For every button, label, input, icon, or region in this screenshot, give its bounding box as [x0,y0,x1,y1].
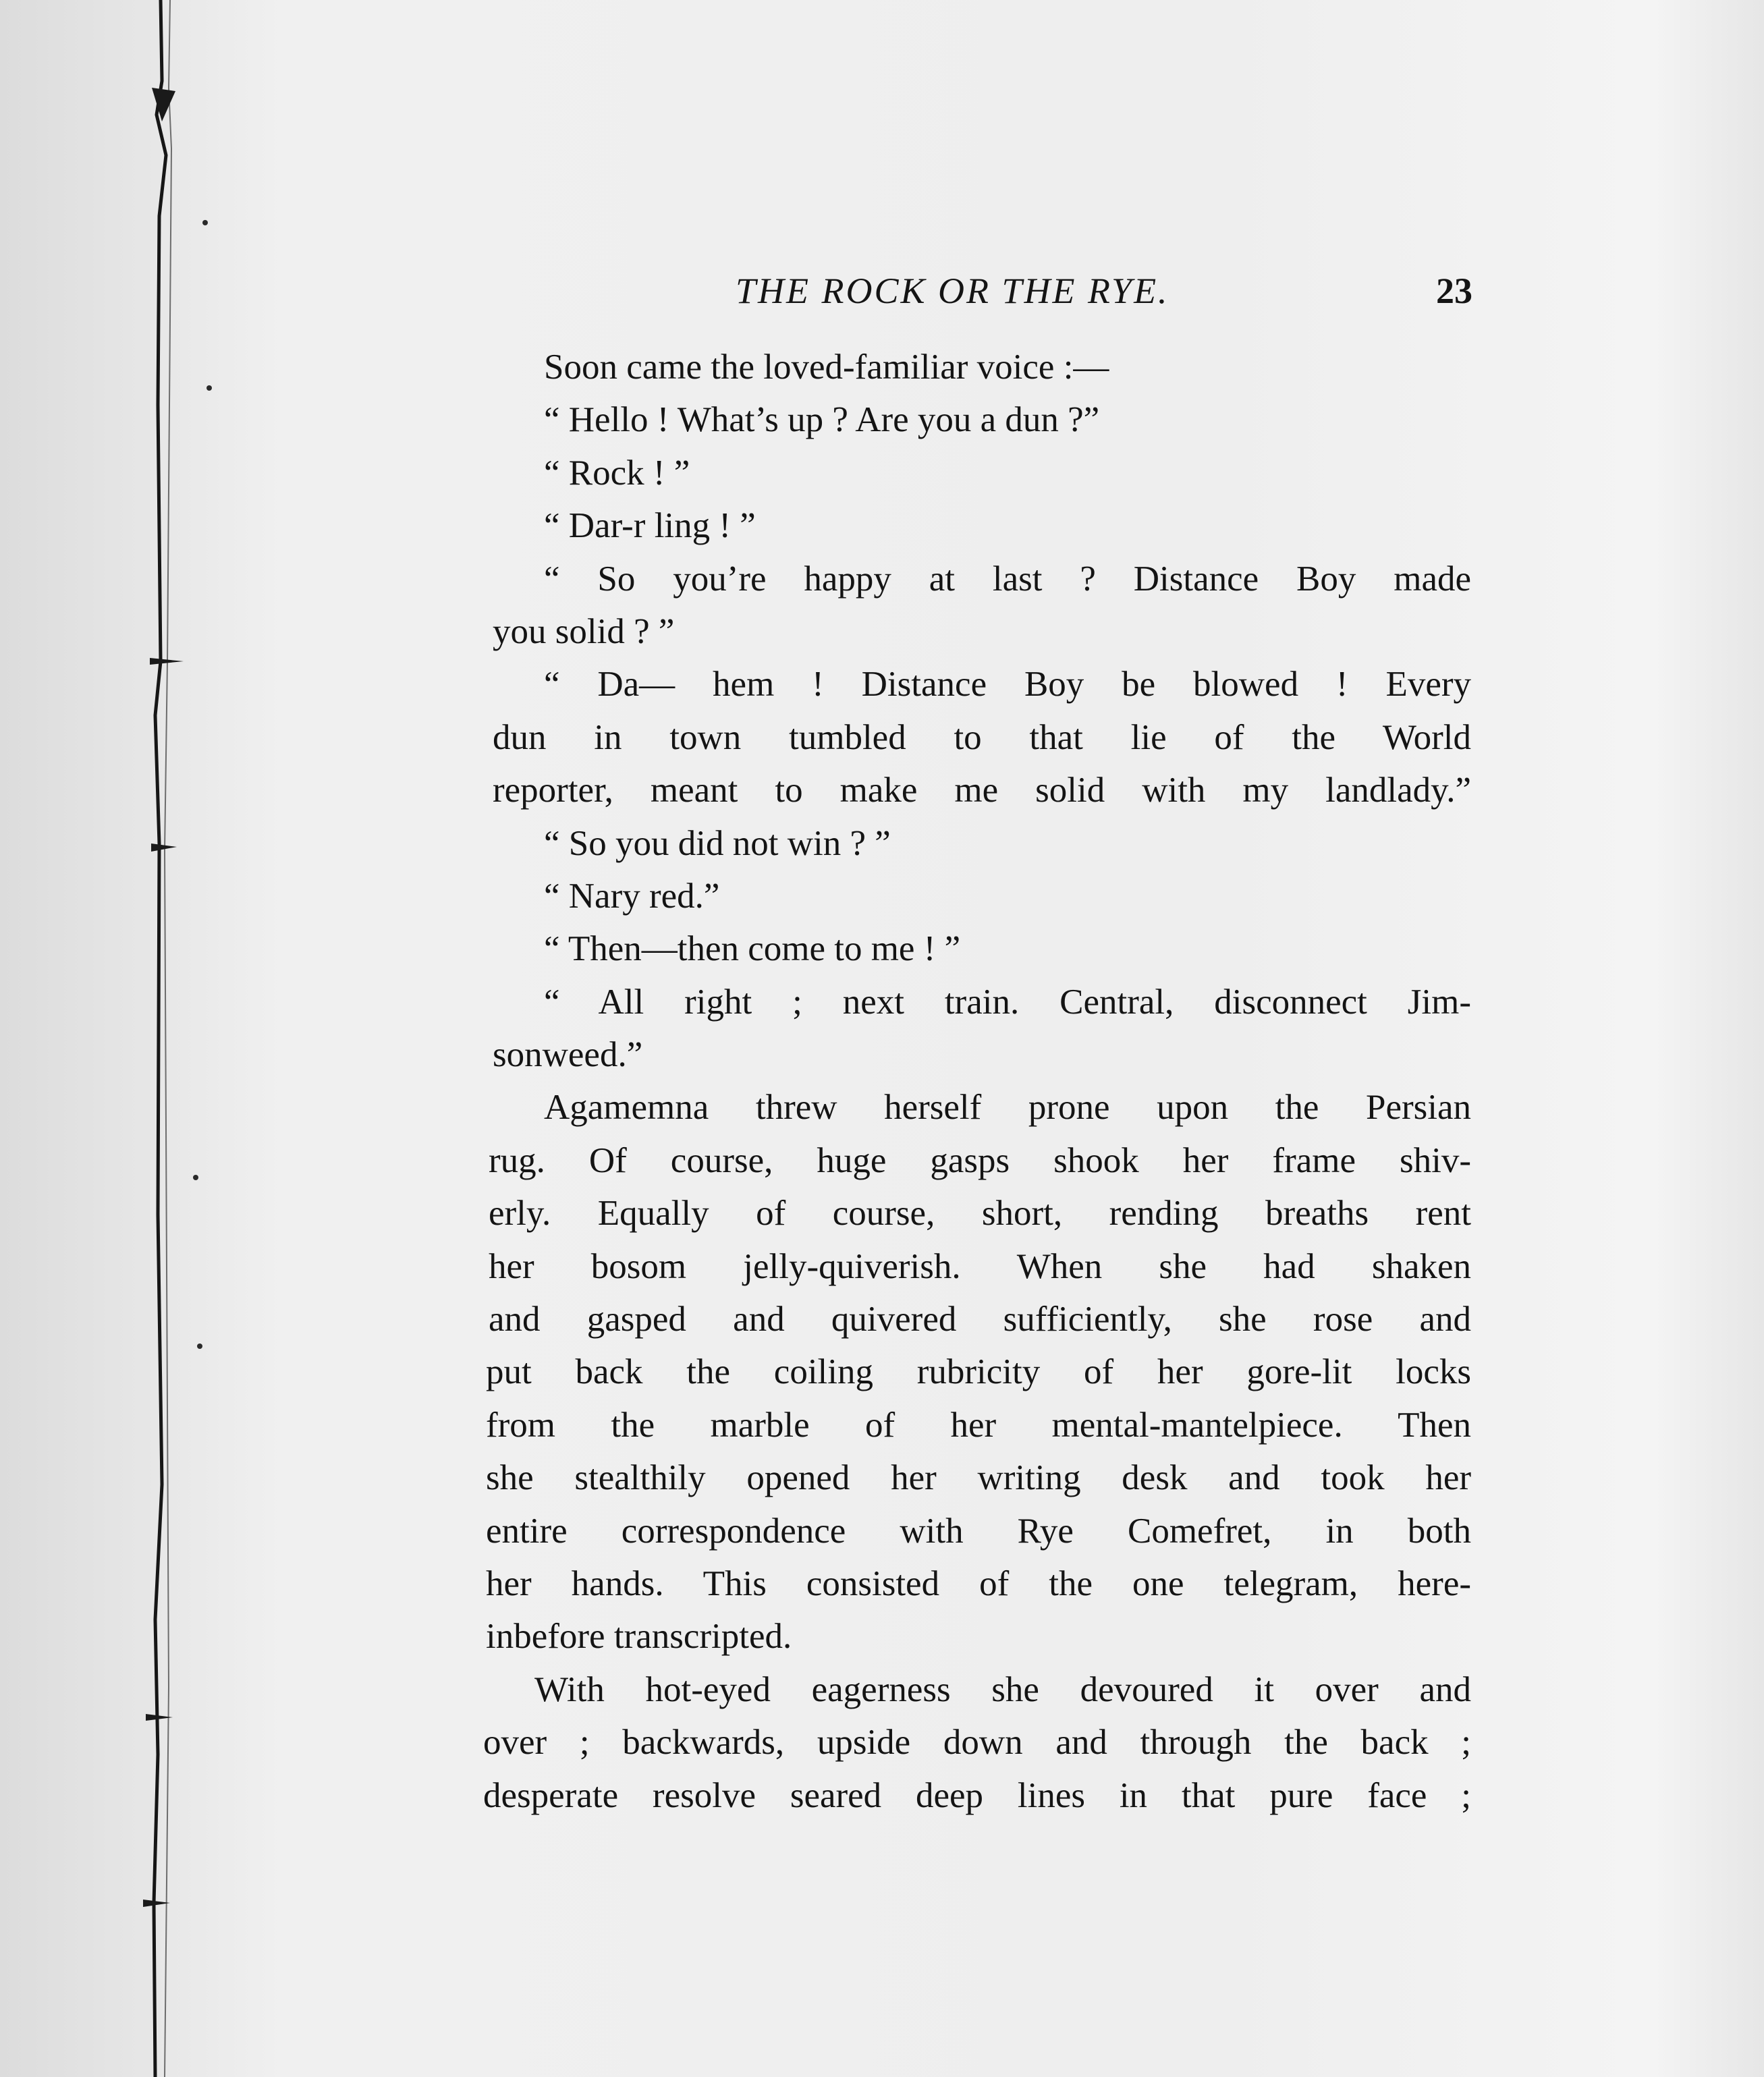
text-line: her bosom jelly-quiverish. When she had shaken [489,1246,1471,1286]
text-line: “ Dar-r ling ! ” [544,506,756,546]
page-number: 23 [1436,271,1472,311]
text-line: “ So you did not win ? ” [544,823,891,863]
text-line: rug. Of course, huge gasps shook her frame shiv- [489,1140,1471,1180]
text-line: “ Nary red.” [544,876,720,916]
text-line: put back the coiling rubricity of her gore-lit locks [486,1352,1471,1392]
body-text [483,341,1471,1822]
text-line: entire correspondence with Rye Comefret, in both [486,1511,1471,1551]
text-line: her hands. This consisted of the one telegram, here- [486,1563,1471,1603]
text-line: and gasped and quivered sufficiently, she rose and [489,1300,1471,1339]
text-line: Soon came the loved-familiar voice :— [544,348,1109,387]
text-line: Agamemna threw herself prone upon the Persian [544,1088,1471,1128]
text-line: from the marble of her mental-mantelpiece. Then [486,1405,1471,1445]
text-line: dun in town tumbled to that lie of the World [493,717,1471,757]
text-line: sonweed.” [493,1035,643,1075]
text-line: inbefore transcripted. [486,1617,792,1657]
text-line: desperate resolve seared deep lines in that pure face ; [483,1775,1471,1815]
text-line: “ Then—then come to me ! ” [544,929,961,969]
text-line: you solid ? ” [493,611,675,651]
text-line: she stealthily opened her writing desk and took her [486,1458,1471,1498]
text-line: “ Rock ! ” [544,453,690,493]
running-title: THE ROCK OR THE RYE. [736,271,1169,311]
text-line: With hot-eyed eagerness she devoured it over and [534,1669,1471,1709]
text-line: erly. Equally of course, short, rending breaths rent [489,1194,1471,1234]
text-line: “ So you’re happy at last ? Distance Boy made [544,559,1471,599]
running-head [736,270,1478,324]
text-line: “ Hello ! What’s up ? Are you a dun ?” [544,400,1100,440]
binding-thread [135,0,216,2077]
text-line: over ; backwards, upside down and through the back ; [483,1723,1471,1763]
text-line: reporter, meant to make me solid with my landlady.” [493,771,1471,810]
text-line: “ All right ; next train. Central, disconnect Jim- [544,982,1471,1022]
text-line: “ Da— hem ! Distance Boy be blowed ! Every [544,665,1471,704]
